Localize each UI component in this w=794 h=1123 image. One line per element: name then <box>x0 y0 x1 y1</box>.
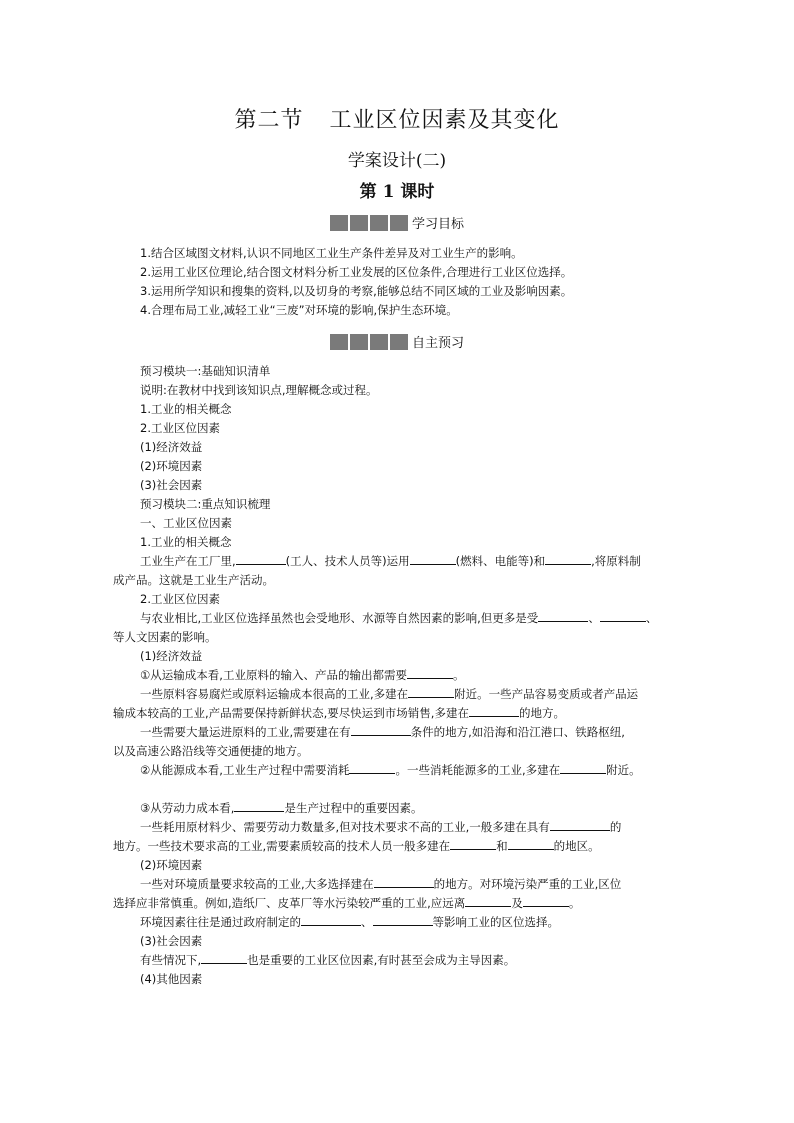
page-subtitle: 学案设计(二) <box>347 151 447 171</box>
part-heading: 一、工业区位因素 <box>140 516 232 530</box>
goals-heading: 学习目标 <box>0 213 794 232</box>
answer-blank[interactable] <box>408 685 454 698</box>
goal-item: 4.合理布局工业,减轻工业“三废”对环境的影响,保护生态环境。 <box>140 303 458 317</box>
list-item: (2)环境因素 <box>140 459 203 473</box>
answer-blank[interactable] <box>465 894 511 907</box>
answer-blank[interactable] <box>410 552 456 565</box>
answer-blank[interactable] <box>234 799 284 812</box>
sub-heading: (4)其他因素 <box>140 972 203 986</box>
module-title: 预习模块二:重点知识梳理 <box>140 497 271 511</box>
paragraph-line: 一些耗用原材料少、需要劳动力数量多,但对技术要求不高的工业,一般多建在具有 的 <box>140 820 622 834</box>
section-title: 工业区位因素及其变化 <box>329 108 560 133</box>
paragraph-line: ①从运输成本看,工业原料的输入、产品的输出都需要 。 <box>140 668 465 682</box>
paragraph-line: 等人文因素的影响。 <box>113 630 217 644</box>
paragraph-line: 一些原料容易腐烂或原料运输成本很高的工业,多建在 附近。一些产品容易变质或者产品运 <box>140 687 639 701</box>
paragraph-line: 一些对环境质量要求较高的工业,大多选择建在 的地方。对环境污染严重的工业,区位 <box>140 877 622 891</box>
module-note: 说明:在教材中找到该知识点,理解概念或过程。 <box>140 383 378 397</box>
answer-blank[interactable] <box>351 723 411 736</box>
paragraph-line: 输成本较高的工业,产品需要保持新鲜状态,要尽快运到市场销售,多建在 的地方。 <box>113 706 565 720</box>
sub-heading: (2)环境因素 <box>140 858 203 872</box>
paragraph-line: 地方。一些技术要求高的工业,需要素质较高的技术人员一般多建在 和 的地区。 <box>113 839 600 853</box>
answer-blank[interactable] <box>560 761 606 774</box>
section-number: 第二节 <box>234 108 304 133</box>
goal-item: 2.运用工业区位理论,结合图文材料分析工业发展的区位条件,合理进行工业区位选择。 <box>140 265 573 279</box>
paragraph-line: 选择应非常慎重。例如,造纸厂、皮革厂等水污染较严重的工业,应远离 及 。 <box>113 896 581 910</box>
list-item: 1.工业的相关概念 <box>140 402 232 416</box>
answer-blank[interactable] <box>550 818 610 831</box>
list-item: (3)社会因素 <box>140 478 203 492</box>
answer-blank[interactable] <box>407 666 453 679</box>
answer-blank[interactable] <box>373 913 433 926</box>
answer-blank[interactable] <box>538 609 588 622</box>
answer-blank[interactable] <box>301 913 361 926</box>
module-title: 预习模块一:基础知识清单 <box>140 364 271 378</box>
answer-blank[interactable] <box>349 761 395 774</box>
paragraph-line: 环境因素往往是通过政府制定的 、 等影响工业的区位选择。 <box>140 915 559 929</box>
answer-blank[interactable] <box>469 704 519 717</box>
answer-blank[interactable] <box>508 837 554 850</box>
answer-blank[interactable] <box>450 837 496 850</box>
sub-heading: (3)社会因素 <box>140 934 203 948</box>
answer-blank[interactable] <box>201 951 247 964</box>
paragraph-line: 一些需要大量运进原料的工业,需要建在有 条件的地方,如沿海和沿江港口、铁路枢纽, <box>140 725 625 739</box>
answer-blank[interactable] <box>600 609 646 622</box>
list-item: 2.工业区位因素 <box>140 421 220 435</box>
list-item: (1)经济效益 <box>140 440 203 454</box>
paragraph-line: ③从劳动力成本看, 是生产过程中的重要因素。 <box>140 801 423 815</box>
answer-blank[interactable] <box>236 552 286 565</box>
answer-blank[interactable] <box>523 894 569 907</box>
paragraph-line: ②从能源成本看,工业生产过程中需要消耗 。一些消耗能源多的工业,多建在 附近。 <box>140 763 641 777</box>
preview-heading: 自主预习 <box>0 332 794 351</box>
paragraph-line: 工业生产在工厂里, (工人、技术人员等)运用 (燃料、电能等)和 ,将原料制 <box>140 554 641 568</box>
paragraph-line: 以及高速公路沿线等交通便捷的地方。 <box>113 744 309 758</box>
sub-heading: 2.工业区位因素 <box>140 592 220 606</box>
goal-item: 1.结合区域图文材料,认识不同地区工业生产条件差异及对工业生产的影响。 <box>140 246 523 260</box>
heading-decoration <box>330 215 410 231</box>
paragraph-line: 与农业相比,工业区位选择虽然也会受地形、水源等自然因素的影响,但更多是受 、 、 <box>140 611 658 625</box>
page-title <box>0 103 794 134</box>
sub-heading: 1.工业的相关概念 <box>140 535 232 549</box>
answer-blank[interactable] <box>545 552 591 565</box>
answer-blank[interactable] <box>374 875 434 888</box>
lesson-label: 第 1 课时 <box>359 182 435 202</box>
paragraph-line: 有些情况下, 也是重要的工业区位因素,有时甚至会成为主导因素。 <box>140 953 516 967</box>
paragraph-line: 成产品。这就是工业生产活动。 <box>113 573 274 587</box>
heading-decoration <box>330 334 410 350</box>
sub-heading: (1)经济效益 <box>140 649 203 663</box>
goal-item: 3.运用所学知识和搜集的资料,以及切身的考察,能够总结不同区域的工业及影响因素。 <box>140 284 573 298</box>
